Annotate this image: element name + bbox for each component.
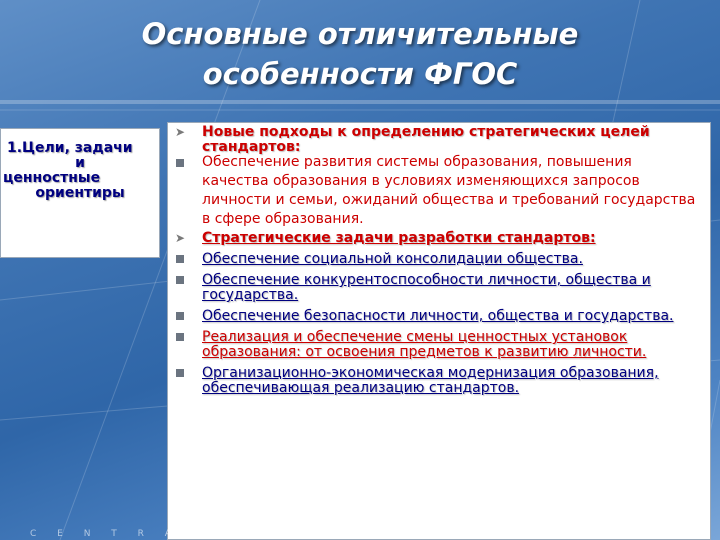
list-item-text: Новые подходы к определению стратегических целей стандартов: bbox=[202, 124, 650, 155]
content-box bbox=[167, 122, 711, 540]
square-bullet-icon bbox=[176, 369, 184, 377]
title-line-1: Основные отличительные bbox=[141, 17, 579, 51]
list-item bbox=[168, 366, 712, 396]
topic-box bbox=[0, 128, 160, 258]
footer-watermark: C E N T R A L B U S I N bbox=[30, 529, 338, 539]
square-bullet-icon bbox=[176, 333, 184, 341]
list-item-text: Обеспечение социальной консолидации общества. bbox=[202, 251, 583, 267]
title-line-2: особенности ФГОС bbox=[202, 57, 518, 91]
list-item bbox=[168, 252, 712, 267]
list-item-text: Обеспечение развития системы образования, повышения качества образования в условиях изменяющихся запросов личности и семьи, ожиданий общества и требований государства в сфере образования. bbox=[202, 154, 696, 227]
arrow-bullet-icon: ➤ bbox=[175, 231, 186, 245]
list-item-text: Организационно-экономическая модернизация образования, обеспечивающая реализацию стандартов. bbox=[202, 365, 659, 396]
list-item bbox=[168, 330, 712, 360]
list-item-text: Стратегические задачи разработки стандартов: bbox=[202, 230, 596, 246]
topic-line-4: ориентиры bbox=[35, 185, 125, 201]
list-item bbox=[168, 231, 712, 246]
square-bullet-icon bbox=[176, 159, 184, 167]
square-bullet-icon bbox=[176, 312, 184, 320]
square-bullet-icon bbox=[176, 255, 184, 263]
list-item bbox=[168, 153, 712, 229]
topic-line-3: ценностные bbox=[3, 170, 101, 186]
list-item bbox=[168, 125, 712, 155]
topic-line-1: 1.Цели, задачи bbox=[7, 140, 133, 156]
slide-title bbox=[140, 14, 580, 94]
topic-line-2: и bbox=[75, 155, 85, 171]
bullet-list bbox=[168, 125, 712, 396]
list-item bbox=[168, 309, 712, 324]
arrow-bullet-icon: ➤ bbox=[175, 125, 186, 139]
list-item-text: Обеспечение конкурентоспособности личности, общества и государства. bbox=[202, 272, 651, 303]
list-item-text: Реализация и обеспечение смены ценностных установок образования: от освоения предметов к развитию личности. bbox=[202, 329, 647, 360]
square-bullet-icon bbox=[176, 276, 184, 284]
list-item bbox=[168, 273, 712, 303]
list-item-text: Обеспечение безопасности личности, общества и государства. bbox=[202, 308, 674, 324]
